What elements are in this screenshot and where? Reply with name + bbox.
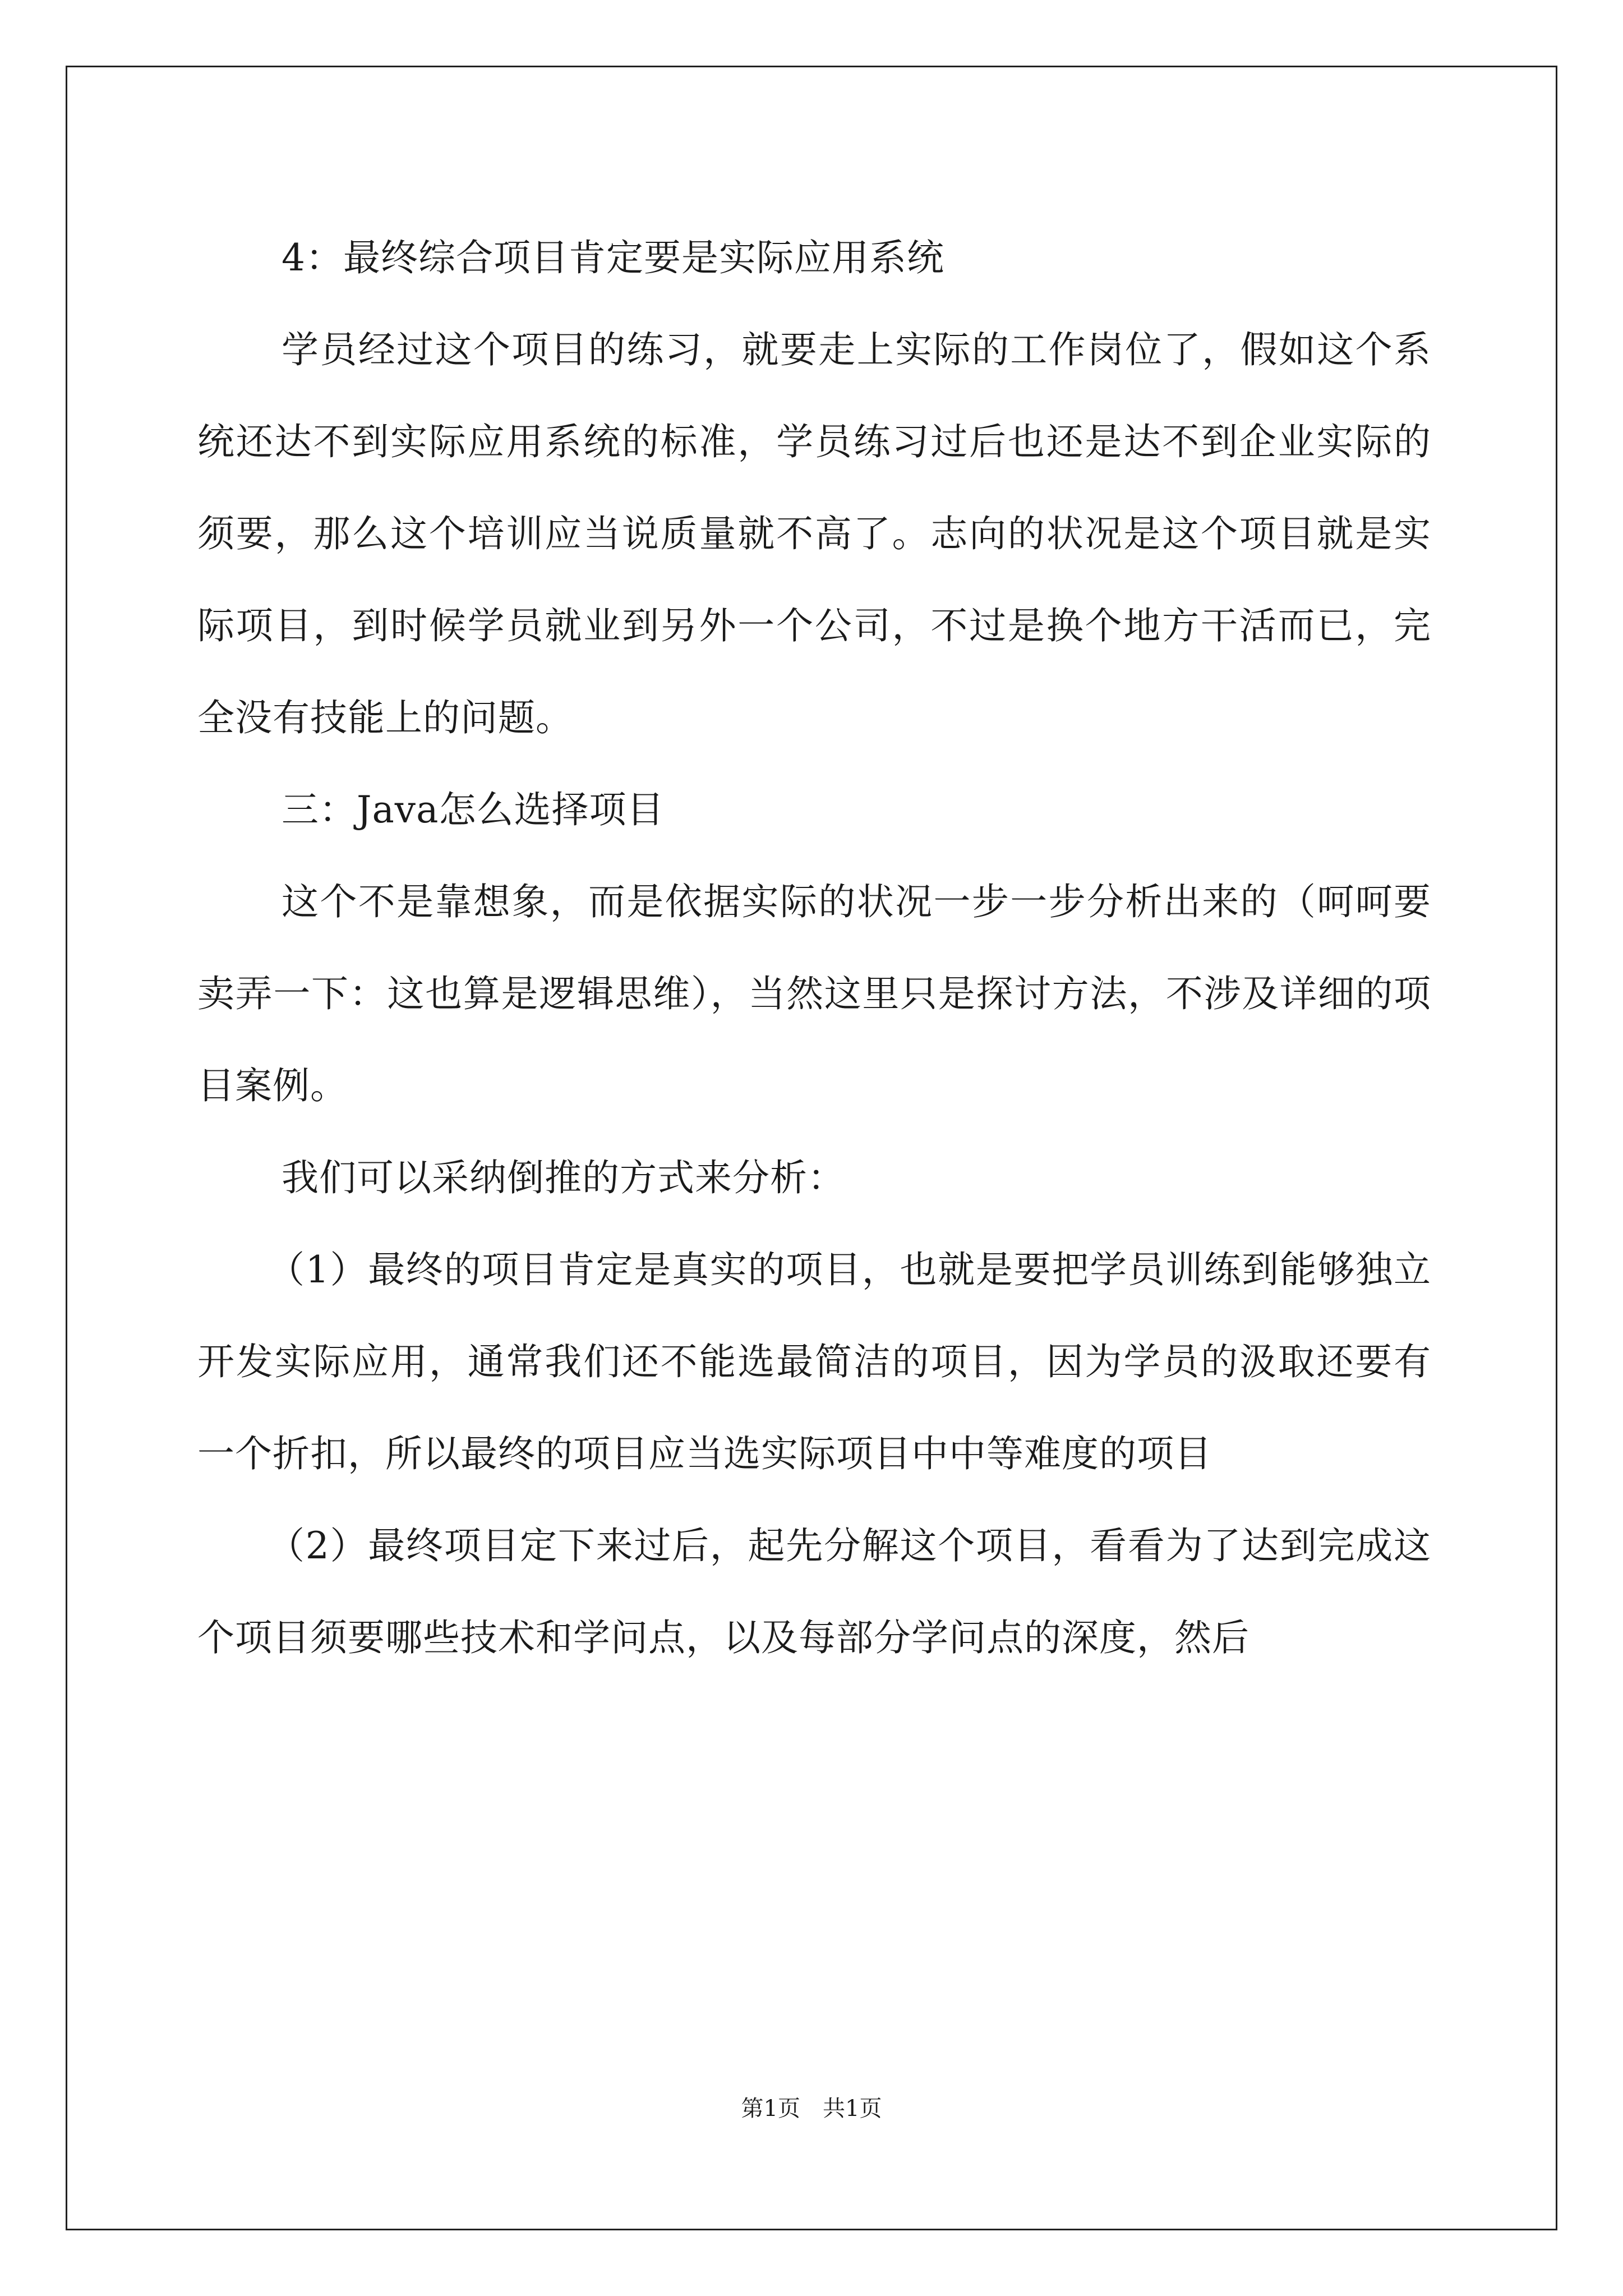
paragraph-point-1: （1）最终的项目肯定是真实的项目，也就是要把学员训练到能够独立开发实际应用，通常我们还不能选最简洁的项目，因为学员的汲取还要有一个折扣，所以最终的项目应当选实际项目中中等难度的项目 — [197, 1248, 1431, 1475]
paragraph-point-2: （2）最终项目定下来过后，起先分解这个项目，看看为了达到完成这个项目须要哪些技术和学问点，以及每部分学问点的深度，然后 — [197, 1524, 1431, 1659]
paragraph-analysis-intro: 这个不是靠想象，而是依据实际的状况一步一步分析出来的（呵呵要卖弄一下：这也算是逻辑思维），当然这里只是探讨方法，不涉及详细的项目案例。 — [197, 880, 1431, 1107]
document-body — [197, 212, 1431, 1684]
paragraph-project-practice: 学员经过这个项目的练习，就要走上实际的工作岗位了，假如这个系统还达不到实际应用系统的标准，学员练习过后也还是达不到企业实际的须要，那么这个培训应当说质量就不高了。志向的状况是这个项目就是实际项目，到时候学员就业到另外一个公司，不过是换个地方干活而已，完全没有技能上的问题。 — [197, 328, 1431, 739]
paragraph-section-3-heading: 三：Java怎么选择项目 — [282, 788, 665, 831]
paragraph-section-4-heading: 4：最终综合项目肯定要是实际应用系统 — [282, 236, 944, 279]
paragraph-reverse-method: 我们可以采纳倒推的方式来分析： — [282, 1156, 845, 1199]
page-number-footer: 第1页 共1页 — [741, 2096, 882, 2122]
